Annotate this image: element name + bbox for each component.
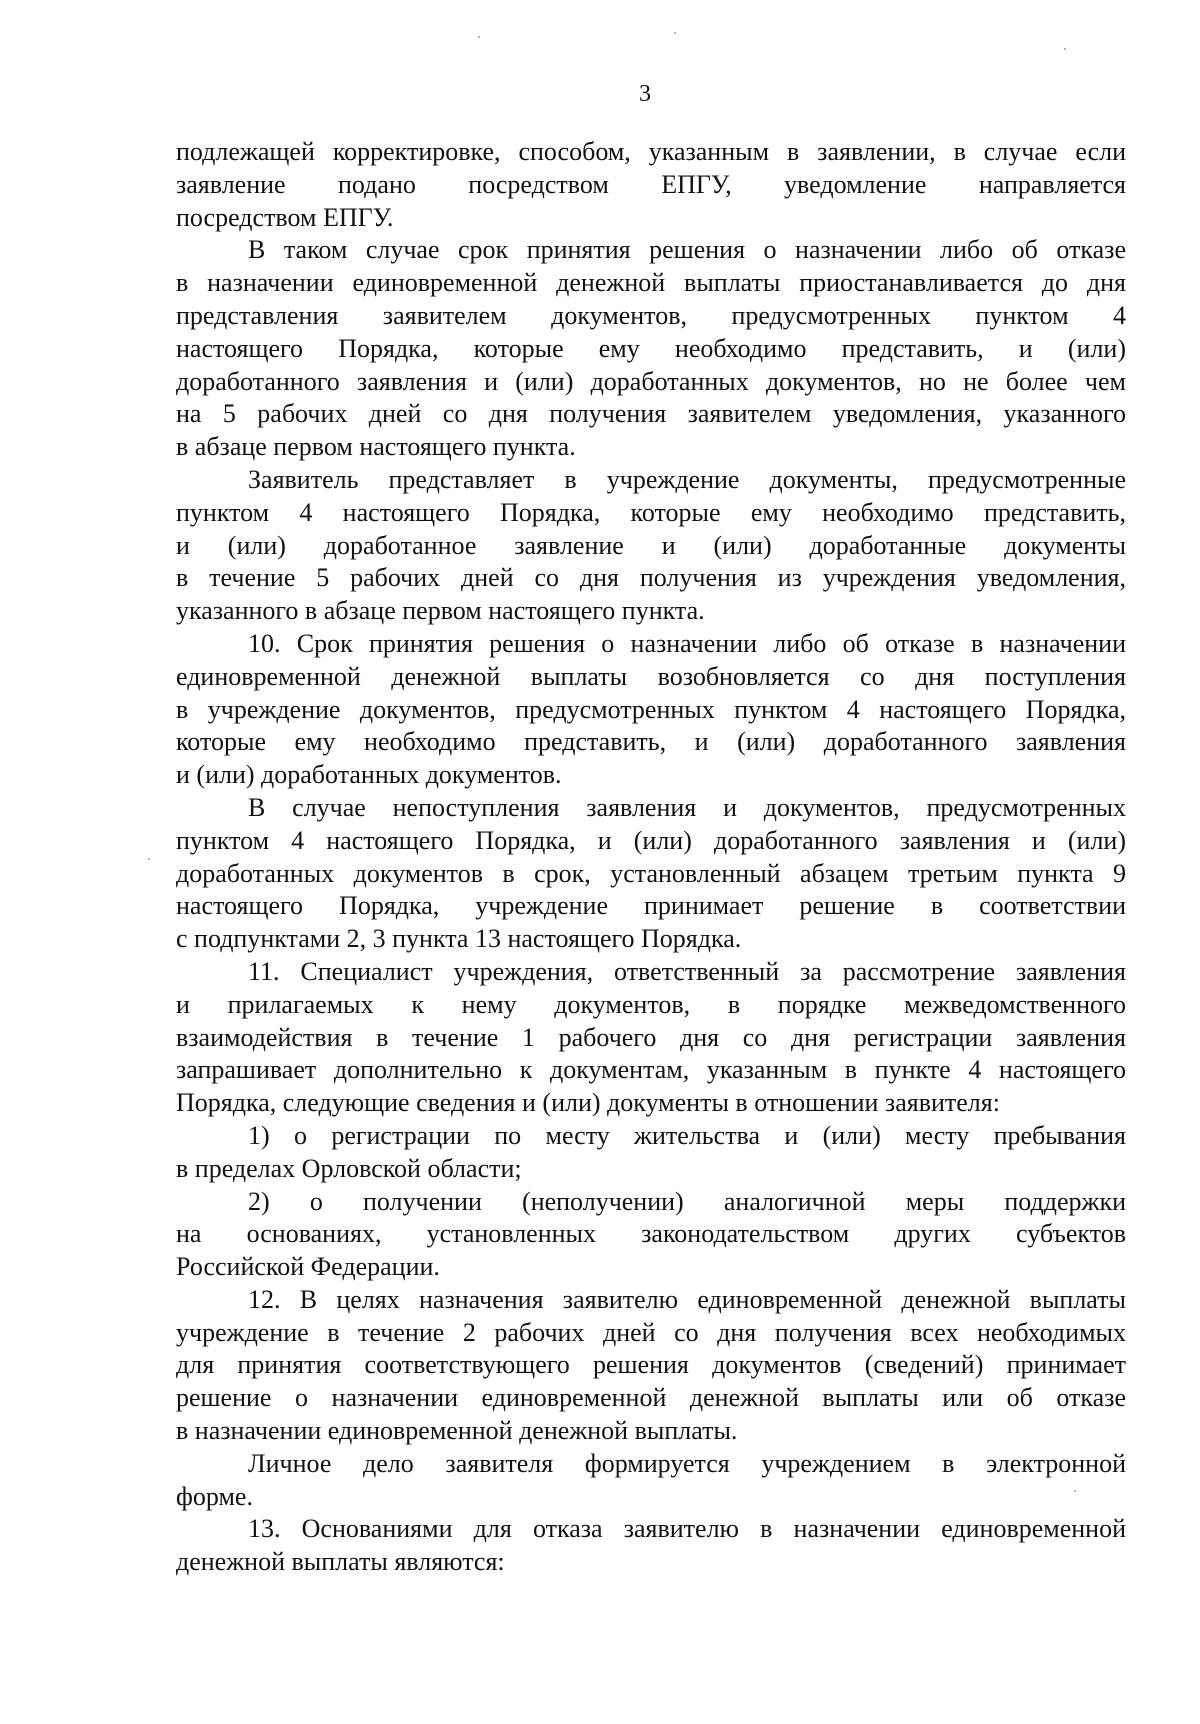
paragraph [176,1120,1126,1186]
text-line: и (или) доработанных документов. [176,760,562,790]
text-line: на 5 рабочих дней со дня получения заявителем уведомления, указанного [176,399,1126,429]
text-line: в назначении единовременной денежной выплаты приостанавливается до дня [176,268,1126,298]
paragraph [176,136,1126,234]
paragraph [176,1513,1126,1579]
text-line: решение о назначении единовременной денежной выплаты или об отказе [176,1383,1126,1413]
text-line: посредством ЕПГУ. [176,202,394,232]
text-line: 12. В целях назначения заявителю единовременной денежной выплаты [248,1284,1126,1314]
text-line: настоящего Порядка, учреждение принимает решение в соответствии [176,891,1126,921]
paragraph [176,956,1126,1120]
text-line: 2) о получении (неполучении) аналогичной меры поддержки [248,1186,1126,1216]
text-line: представления заявителем документов, предусмотренных пунктом 4 [176,300,1126,330]
text-line: Заявитель представляет в учреждение документы, предусмотренные [248,464,1126,494]
text-line: настоящего Порядка, которые ему необходимо представить, и (или) [176,333,1126,363]
page-number: 3 [639,81,651,107]
text-line: запрашивает дополнительно к документам, указанным в пункте 4 настоящего [176,1055,1126,1085]
text-line: денежной выплаты являются: [176,1547,505,1577]
paragraph [176,234,1126,464]
scan-speck [1074,1490,1076,1492]
text-line: и (или) доработанное заявление и (или) доработанные документы [176,530,1126,560]
paragraph [176,792,1126,956]
text-line: доработанных документов в срок, установленный абзацем третьим пункта 9 [176,858,1126,888]
text-line: в абзаце первом настоящего пункта. [176,432,576,462]
text-line: и прилагаемых к нему документов, в порядке межведомственного [176,989,1126,1019]
text-line: форме. [176,1481,253,1511]
text-line: заявление подано посредством ЕПГУ, уведомление направляется [176,169,1126,199]
text-line: в учреждение документов, предусмотренных пунктом 4 настоящего Порядка, [176,694,1126,724]
paragraph [176,628,1126,792]
paragraph [176,464,1126,628]
text-line: доработанного заявления и (или) доработанных документов, но не более чем [176,366,1126,396]
scan-speck [1064,48,1066,50]
text-line: подлежащей корректировке, способом, указанным в заявлении, в случае если [176,137,1126,166]
text-line: 11. Специалист учреждения, ответственный за рассмотрение заявления [248,956,1126,986]
text-line: взаимодействия в течение 1 рабочего дня со дня регистрации заявления [176,1022,1126,1052]
paragraph [176,1448,1126,1514]
text-line: в назначении единовременной денежной выплаты. [176,1416,738,1446]
text-line: пунктом 4 настоящего Порядка, которые ему необходимо представить, [176,497,1126,527]
text-line: учреждение в течение 2 рабочих дней со дня получения всех необходимых [176,1317,1126,1347]
text-line: 10. Срок принятия решения о назначении либо об отказе в назначении [248,628,1126,658]
text-line: пунктом 4 настоящего Порядка, и (или) доработанного заявления и (или) [176,825,1126,855]
text-line: Порядка, следующие сведения и (или) документы в отношении заявителя: [176,1088,1000,1118]
text-line: в течение 5 рабочих дней со дня получения из учреждения уведомления, [176,563,1126,593]
paragraph [176,1186,1126,1284]
scan-speck [148,858,150,860]
text-line: единовременной денежной выплаты возобновляется со дня поступления [176,661,1126,691]
text-line: на основаниях, установленных законодательством других субъектов [176,1219,1126,1249]
text-line: 1) о регистрации по месту жительства и (или) месту пребывания [248,1120,1126,1150]
scan-speck [478,36,480,38]
text-line: для принятия соответствующего решения документов (сведений) принимает [176,1350,1126,1380]
text-line: 13. Основаниями для отказа заявителю в назначении единовременной [248,1514,1126,1544]
text-line: Российской Федерации. [176,1252,440,1282]
paragraph [176,1284,1126,1448]
text-line: указанного в абзаце первом настоящего пункта. [176,596,705,626]
text-line: Личное дело заявителя формируется учреждением в электронной [248,1448,1126,1478]
text-line: В случае непоступления заявления и документов, предусмотренных [248,792,1126,822]
text-line: которые ему необходимо представить, и (или) доработанного заявления [176,727,1126,757]
text-line: с подпунктами 2, 3 пункта 13 настоящего Порядка. [176,924,742,954]
text-line: в пределах Орловской области; [176,1153,522,1183]
text-line: В таком случае срок принятия решения о назначении либо об отказе [248,235,1126,265]
document-body [176,136,1126,1579]
scan-speck [674,32,676,34]
